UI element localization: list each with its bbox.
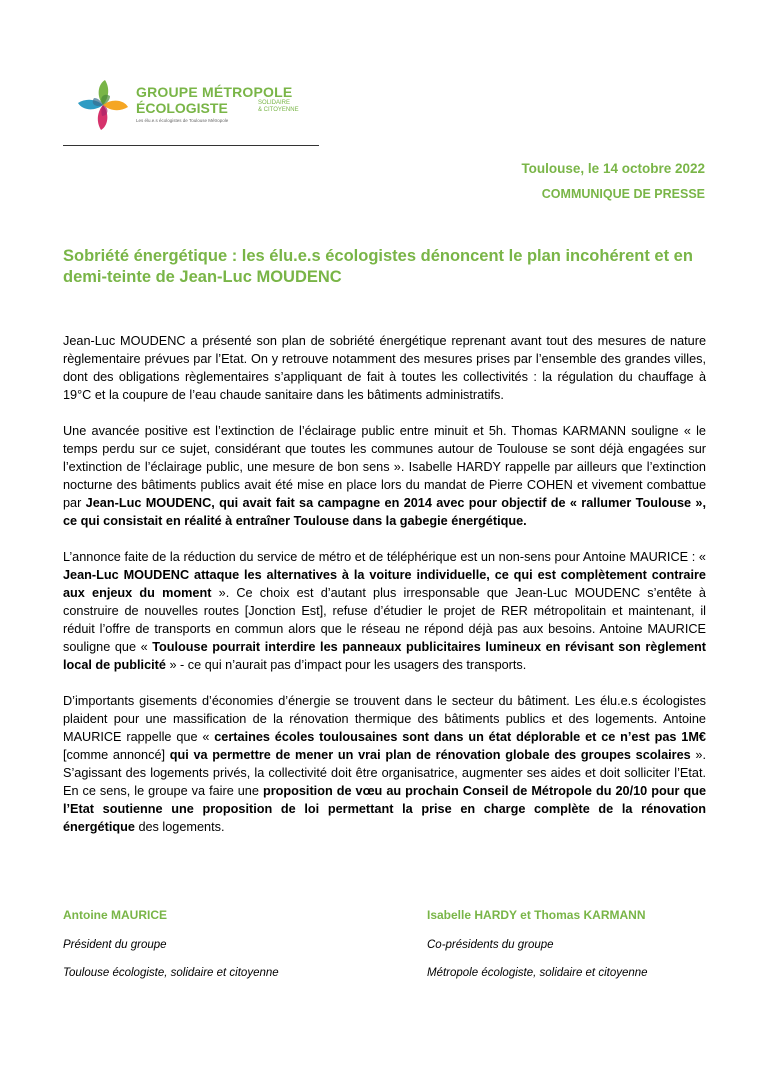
group-logo — [76, 78, 326, 134]
signature-role: Co-présidents du groupe — [427, 939, 554, 951]
body-paragraph — [63, 548, 706, 674]
signature-name: Isabelle HARDY et Thomas KARMANN — [427, 908, 646, 922]
signature-left — [63, 907, 279, 981]
logo-tagline: Les élu.e.s écologistes de Toulouse Métropole — [136, 118, 229, 123]
body-paragraph — [63, 332, 706, 404]
bold-text: certaines écoles toulousaines sont dans un état déplorable et ce n’est pas 1M€ — [214, 730, 706, 744]
page-title: Sobriété énergétique : les élu.e.s écologistes dénoncent le plan incohérent et en demi-teinte de Jean-Luc MOUDENC — [63, 247, 693, 286]
signature-role: Président du groupe — [63, 939, 167, 951]
text-run: Une avancée positive est l’extinction de l’éclairage public entre minuit et 5h. Thomas KARMANN souligne « le temps perdu sur ce sujet, considérant que toutes les communes autour de Toulouse se sont déjà engagées sur l’extinction de l’éclairage public, une mesure de bon sens ». Isabelle HARDY rappelle par ailleurs que l’extinction nocturne des bâtiments publics avait été mise en place lors du mandat de Pierre COHEN et vivement combattue par — [63, 424, 706, 510]
bold-text: Jean-Luc MOUDENC, qui avait fait sa campagne en 2014 avec pour objectif de « rallumer Toulouse », ce qui consistait en réalité à entraîner Toulouse dans la gabegie énergétique. — [63, 496, 706, 528]
logo-line2: ÉCOLOGISTE — [136, 100, 228, 116]
signature-org: Toulouse écologiste, solidaire et citoyenne — [63, 967, 279, 979]
press-date: Toulouse, le 14 octobre 2022 — [521, 161, 705, 176]
bold-text: Jean-Luc MOUDENC attaque les alternatives à la voiture individuelle, ce qui est complètement contraire aux enjeux du moment — [63, 568, 706, 600]
text-run: des logements. — [134, 820, 225, 834]
text-run: ». Ce choix est d’autant plus irresponsable que Jean-Luc MOUDENC s’entête à construire de nouvelles routes [Jonction Est], refuse d’étudier le projet de RER métropolitain et maintenant, il réduit l’offre de transports en commun alors que le réseau ne répond déjà pas aux besoins. Antoine MAURICE souligne que « — [63, 586, 706, 654]
body-paragraph — [63, 422, 706, 530]
body-paragraph — [63, 692, 706, 836]
logo-small-1: SOLIDAIRE — [258, 100, 291, 106]
press-body — [63, 332, 706, 854]
text-run: » - ce qui n’aurait pas d’impact pour les usagers des transports. — [165, 658, 527, 672]
text-run: ». S’agissant des logements privés, la collectivité doit être organisatrice, augmenter ses aides et doit solliciter l’Etat. En ce sens, le groupe va faire une — [63, 748, 706, 798]
logo-line1: GROUPE MÉTROPOLE — [136, 84, 293, 100]
press-label: COMMUNIQUE DE PRESSE — [541, 187, 705, 201]
text-run: D’importants gisements d’économies d’énergie se trouvent dans le secteur du bâtiment. Les élu.e.s écologistes plaident pour une massification de la rénovation thermique des bâtiments publics et des logements. Antoine MAURICE rappelle que « — [63, 694, 706, 744]
signature-right — [427, 907, 648, 981]
bold-text: Toulouse pourrait interdire les panneaux publicitaires lumineux en révisant son règlement local de publicité — [63, 640, 707, 672]
text-run: L’annonce faite de la réduction du service de métro et de téléphérique est un non-sens pour Antoine MAURICE : « — [63, 550, 706, 564]
text-run: [comme annoncé] — [63, 748, 170, 762]
bold-text: qui va permettre de mener un vrai plan de rénovation globale des groupes scolaires — [169, 748, 691, 762]
logo-line2-wrap — [136, 100, 336, 117]
logo-small-2: & CITOYENNE — [258, 107, 299, 113]
flower-logo-icon — [76, 78, 130, 132]
signature-org: Métropole écologiste, solidaire et citoyenne — [427, 967, 648, 979]
logo-text — [136, 84, 336, 124]
signature-name: Antoine MAURICE — [63, 908, 167, 922]
text-run: Jean-Luc MOUDENC a présenté son plan de sobriété énergétique reprenant avant tout des mesures de nature règlementaire prévues par l’Etat. On y retrouve notamment des mesures prises par l’ensemble des grandes villes, dont des obligations règlementaires s’appliquant de fait à toutes les collectivités : la régulation du chauffage à 19°C et la coupure de l’eau chaude sanitaire dans les bâtiments administratifs. — [63, 334, 706, 402]
header-divider — [63, 145, 319, 146]
logo-small-text — [258, 100, 299, 114]
bold-text: proposition de vœu au prochain Conseil de Métropole du 20/10 pour que l’Etat soutienne une proposition de loi permettant la prise en charge complète de la rénovation énergétique — [63, 784, 706, 834]
